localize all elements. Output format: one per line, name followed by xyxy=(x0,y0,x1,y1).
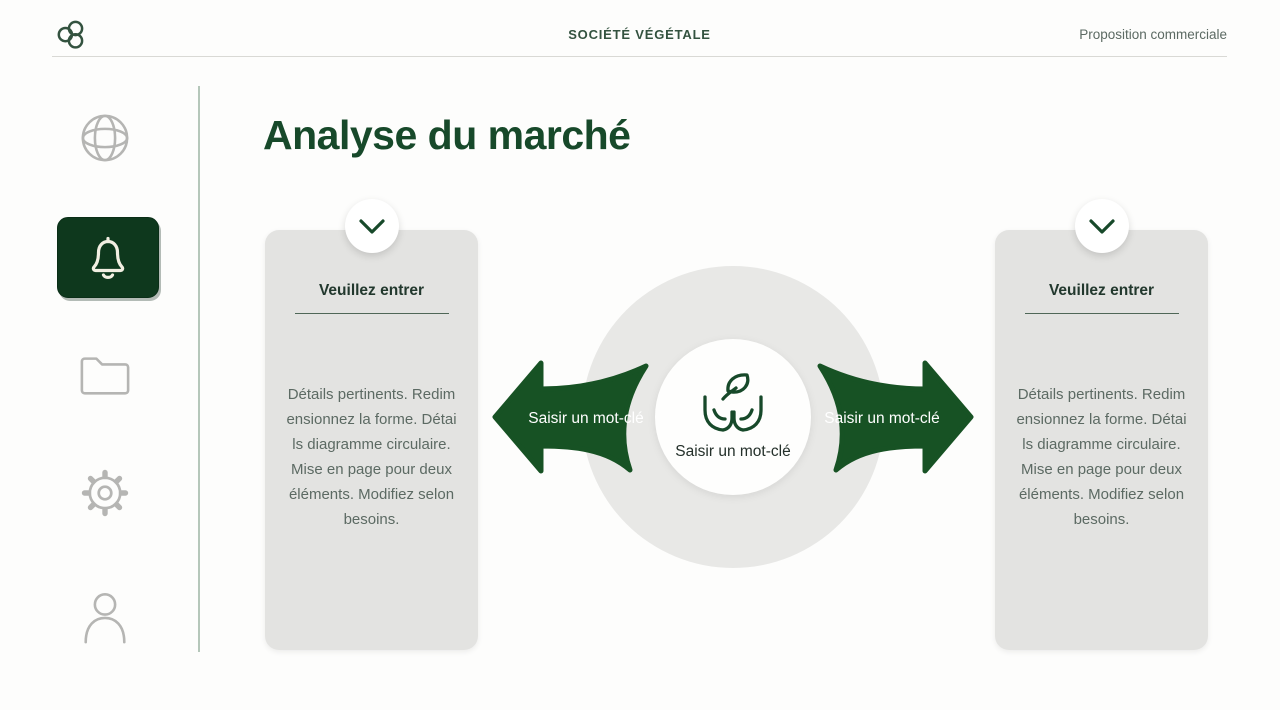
left-panel-heading: Veuillez entrer xyxy=(318,282,425,299)
right-collapse-button[interactable] xyxy=(1075,199,1129,253)
right-keyword-arrow[interactable] xyxy=(820,363,971,471)
document-type-label: Proposition commerciale xyxy=(1079,27,1227,42)
right-arrow-label: Saisir un mot-clé xyxy=(824,410,940,427)
left-arrow-label: Saisir un mot-clé xyxy=(528,410,644,427)
brand-title: SOCIÉTÉ VÉGÉTALE xyxy=(568,27,711,42)
left-collapse-button[interactable] xyxy=(345,199,399,253)
left-detail-panel xyxy=(265,230,478,650)
right-panel-body: Détails pertinents. Redimensionnez la forme. Détails diagramme circulaire. Mise en page pour deux éléments. Modifiez selon besoins. xyxy=(1016,386,1187,528)
center-keyword-label: Saisir un mot-clé xyxy=(675,443,791,460)
center-keyword-node[interactable] xyxy=(655,339,811,495)
left-keyword-arrow[interactable] xyxy=(495,363,646,471)
chevron-down-icon xyxy=(1088,217,1116,235)
left-panel-body: Détails pertinents. Redimensionnez la forme. Détails diagramme circulaire. Mise en page pour deux éléments. Modifiez selon besoins. xyxy=(286,386,457,528)
chevron-down-icon xyxy=(358,217,386,235)
left-panel-rule xyxy=(295,313,449,314)
bottom-margin-strip xyxy=(0,710,1280,720)
right-panel-heading: Veuillez entrer xyxy=(1048,282,1155,299)
right-panel-rule xyxy=(1025,313,1179,314)
slide-title: Analyse du marché xyxy=(263,112,631,158)
right-detail-panel xyxy=(995,230,1208,650)
